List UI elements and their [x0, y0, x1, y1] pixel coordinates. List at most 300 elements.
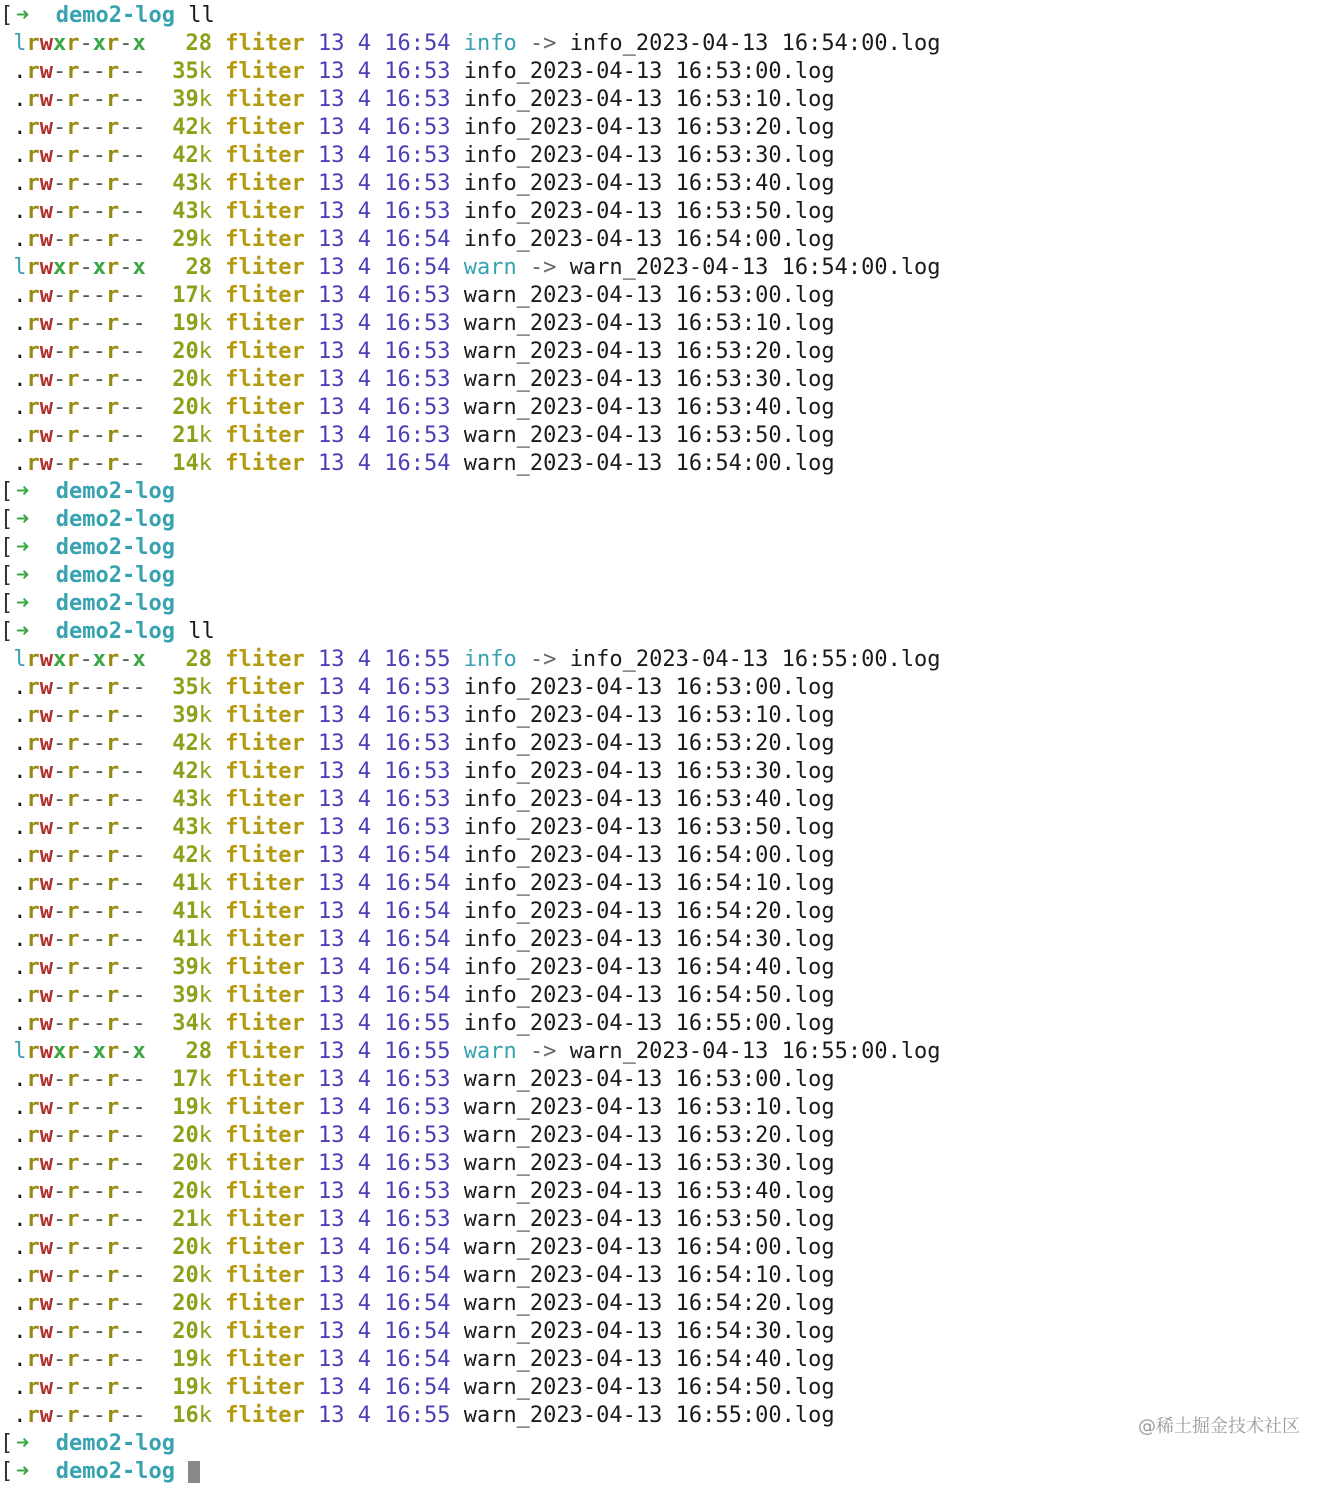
file-owner: fliter — [225, 983, 305, 1008]
file-size: 28 — [185, 647, 212, 672]
file-time: 16:53 — [384, 1151, 451, 1176]
file-time: 16:53 — [384, 283, 451, 308]
file-date: 13 4 — [317, 171, 371, 196]
file-date: 13 4 — [317, 1263, 371, 1288]
prompt-line — [0, 618, 1336, 646]
file-entry-row — [0, 422, 1336, 450]
file-name: info_2023-04-13 16:54:20.log — [463, 899, 835, 924]
file-size: 39 — [172, 983, 199, 1008]
permissions: .rw-r--r-- — [13, 1095, 146, 1120]
file-owner: fliter — [225, 1095, 305, 1120]
file-time: 16:53 — [384, 115, 451, 140]
file-date: 13 4 — [317, 1235, 371, 1260]
file-size-unit: k — [198, 311, 212, 336]
permissions: .rw-r--r-- — [13, 1347, 146, 1372]
file-name: warn_2023-04-13 16:53:50.log — [463, 423, 835, 448]
file-size: 20 — [172, 1235, 199, 1260]
file-name: info_2023-04-13 16:53:50.log — [463, 199, 835, 224]
permissions: .rw-r--r-- — [13, 1235, 146, 1260]
file-name: warn_2023-04-13 16:54:00.log — [463, 1235, 835, 1260]
file-owner: fliter — [225, 1067, 305, 1092]
file-name: info_2023-04-13 16:54:00.log — [463, 843, 835, 868]
file-name: warn_2023-04-13 16:54:40.log — [463, 1347, 835, 1372]
file-time: 16:53 — [384, 311, 451, 336]
file-time: 16:53 — [384, 339, 451, 364]
file-time: 16:54 — [384, 1235, 451, 1260]
file-entry-row — [0, 1262, 1336, 1290]
file-time: 16:55 — [384, 647, 451, 672]
permissions: .rw-r--r-- — [13, 731, 146, 756]
file-entry-row — [0, 1290, 1336, 1318]
prompt-arrow-icon: ➜ — [16, 563, 30, 588]
file-date: 13 4 — [317, 1347, 371, 1372]
file-date: 13 4 — [317, 1039, 371, 1064]
file-size: 28 — [185, 1039, 212, 1064]
file-size: 42 — [172, 115, 199, 140]
file-size: 39 — [172, 703, 199, 728]
file-time: 16:53 — [384, 1123, 451, 1148]
prompt-bracket: [ — [0, 591, 14, 616]
file-name: warn_2023-04-13 16:54:20.log — [463, 1291, 835, 1316]
file-time: 16:53 — [384, 759, 451, 784]
symlink-name: info — [463, 31, 517, 56]
file-name: warn_2023-04-13 16:54:30.log — [463, 1319, 835, 1344]
file-date: 13 4 — [317, 1403, 371, 1428]
file-size-unit: k — [198, 1403, 212, 1428]
file-time: 16:53 — [384, 787, 451, 812]
permissions: .rw-r--r-- — [13, 311, 146, 336]
file-entry-row — [0, 114, 1336, 142]
file-size: 14 — [172, 451, 199, 476]
file-size-unit: k — [198, 1067, 212, 1092]
permissions: .rw-r--r-- — [13, 703, 146, 728]
file-owner: fliter — [225, 955, 305, 980]
file-owner: fliter — [225, 647, 305, 672]
prompt-arrow-icon: ➜ — [16, 619, 30, 644]
file-time: 16:53 — [384, 1207, 451, 1232]
file-owner: fliter — [225, 1207, 305, 1232]
permissions: .rw-r--r-- — [13, 283, 146, 308]
file-time: 16:53 — [384, 703, 451, 728]
file-date: 13 4 — [317, 1319, 371, 1344]
permissions: lrwxr-xr-x — [13, 255, 146, 280]
file-owner: fliter — [225, 1123, 305, 1148]
file-owner: fliter — [225, 171, 305, 196]
file-date: 13 4 — [317, 283, 371, 308]
file-entry-row — [0, 1234, 1336, 1262]
file-time: 16:53 — [384, 423, 451, 448]
file-size: 41 — [172, 927, 199, 952]
file-size: 20 — [172, 1151, 199, 1176]
file-name: info_2023-04-13 16:55:00.log — [463, 1011, 835, 1036]
file-name: warn_2023-04-13 16:53:40.log — [463, 1179, 835, 1204]
file-owner: fliter — [225, 1347, 305, 1372]
file-owner: fliter — [225, 255, 305, 280]
symlink-arrow: -> — [529, 31, 557, 56]
permissions: .rw-r--r-- — [13, 675, 146, 700]
file-owner: fliter — [225, 367, 305, 392]
file-time: 16:54 — [384, 871, 451, 896]
file-owner: fliter — [225, 871, 305, 896]
file-owner: fliter — [225, 115, 305, 140]
file-date: 13 4 — [317, 87, 371, 112]
permissions: .rw-r--r-- — [13, 1375, 146, 1400]
file-time: 16:54 — [384, 1347, 451, 1372]
file-owner: fliter — [225, 199, 305, 224]
file-size: 20 — [172, 1263, 199, 1288]
file-date: 13 4 — [317, 1291, 371, 1316]
current-directory: demo2-log — [55, 563, 175, 588]
permissions: .rw-r--r-- — [13, 1263, 146, 1288]
permissions: lrwxr-xr-x — [13, 31, 146, 56]
file-name: info_2023-04-13 16:53:40.log — [463, 171, 835, 196]
prompt-line — [0, 534, 1336, 562]
file-owner: fliter — [225, 423, 305, 448]
file-name: warn_2023-04-13 16:53:50.log — [463, 1207, 835, 1232]
file-owner: fliter — [225, 31, 305, 56]
file-name: warn_2023-04-13 16:53:00.log — [463, 283, 835, 308]
file-size-unit: k — [198, 1263, 212, 1288]
prompt-arrow-icon: ➜ — [16, 479, 30, 504]
file-size-unit: k — [198, 1011, 212, 1036]
file-owner: fliter — [225, 787, 305, 812]
file-size: 43 — [172, 199, 199, 224]
file-entry-row — [0, 842, 1336, 870]
file-size: 43 — [172, 787, 199, 812]
file-entry-row — [0, 870, 1336, 898]
prompt-arrow-icon: ➜ — [16, 3, 30, 28]
terminal-output[interactable] — [0, 2, 1336, 1486]
prompt-arrow-icon: ➜ — [16, 1431, 30, 1456]
file-entry-row — [0, 814, 1336, 842]
file-size: 42 — [172, 731, 199, 756]
permissions: .rw-r--r-- — [13, 1179, 146, 1204]
file-entry-row — [0, 1150, 1336, 1178]
current-directory: demo2-log — [55, 591, 175, 616]
symlink-target: warn_2023-04-13 16:55:00.log — [569, 1039, 941, 1064]
file-size-unit: k — [198, 1123, 212, 1148]
file-entry-row — [0, 674, 1336, 702]
file-size-unit: k — [198, 1179, 212, 1204]
file-owner: fliter — [225, 339, 305, 364]
file-size-unit: k — [198, 227, 212, 252]
permissions: .rw-r--r-- — [13, 423, 146, 448]
prompt-line — [0, 1458, 1336, 1486]
file-size-unit: k — [198, 367, 212, 392]
file-date: 13 4 — [317, 1067, 371, 1092]
file-owner: fliter — [225, 1403, 305, 1428]
permissions: .rw-r--r-- — [13, 1151, 146, 1176]
file-date: 13 4 — [317, 339, 371, 364]
prompt-bracket: [ — [0, 563, 14, 588]
file-entry-row — [0, 1038, 1336, 1066]
current-directory: demo2-log — [55, 619, 175, 644]
file-time: 16:54 — [384, 1263, 451, 1288]
file-date: 13 4 — [317, 647, 371, 672]
file-size: 17 — [172, 1067, 199, 1092]
file-size-unit: k — [198, 59, 212, 84]
permissions: .rw-r--r-- — [13, 199, 146, 224]
file-name: warn_2023-04-13 16:54:00.log — [463, 451, 835, 476]
file-entry-row — [0, 282, 1336, 310]
permissions: .rw-r--r-- — [13, 1123, 146, 1148]
file-date: 13 4 — [317, 143, 371, 168]
file-time: 16:55 — [384, 1011, 451, 1036]
file-size: 41 — [172, 871, 199, 896]
file-owner: fliter — [225, 87, 305, 112]
file-name: info_2023-04-13 16:54:10.log — [463, 871, 835, 896]
permissions: .rw-r--r-- — [13, 955, 146, 980]
prompt-arrow-icon: ➜ — [16, 507, 30, 532]
file-entry-row — [0, 310, 1336, 338]
file-time: 16:54 — [384, 451, 451, 476]
file-date: 13 4 — [317, 199, 371, 224]
prompt-line — [0, 478, 1336, 506]
file-size: 20 — [172, 1123, 199, 1148]
file-owner: fliter — [225, 1319, 305, 1344]
file-name: warn_2023-04-13 16:54:10.log — [463, 1263, 835, 1288]
file-entry-row — [0, 1094, 1336, 1122]
file-name: warn_2023-04-13 16:54:50.log — [463, 1375, 835, 1400]
file-size-unit: k — [198, 983, 212, 1008]
prompt-line — [0, 562, 1336, 590]
file-size: 39 — [172, 87, 199, 112]
file-date: 13 4 — [317, 1207, 371, 1232]
file-entry-row — [0, 30, 1336, 58]
file-entry-row — [0, 758, 1336, 786]
file-entry-row — [0, 58, 1336, 86]
file-date: 13 4 — [317, 899, 371, 924]
file-size: 42 — [172, 143, 199, 168]
file-name: warn_2023-04-13 16:53:30.log — [463, 367, 835, 392]
file-size-unit: k — [198, 1207, 212, 1232]
symlink-arrow: -> — [529, 647, 557, 672]
file-size: 28 — [185, 31, 212, 56]
file-size: 42 — [172, 843, 199, 868]
permissions: .rw-r--r-- — [13, 59, 146, 84]
file-size-unit: k — [198, 143, 212, 168]
file-time: 16:54 — [384, 227, 451, 252]
prompt-line — [0, 506, 1336, 534]
file-size: 21 — [172, 1207, 199, 1232]
file-name: warn_2023-04-13 16:53:20.log — [463, 339, 835, 364]
file-size-unit: k — [198, 1319, 212, 1344]
file-name: warn_2023-04-13 16:53:00.log — [463, 1067, 835, 1092]
file-size: 43 — [172, 815, 199, 840]
permissions: .rw-r--r-- — [13, 339, 146, 364]
file-size-unit: k — [198, 1095, 212, 1120]
file-name: info_2023-04-13 16:54:40.log — [463, 955, 835, 980]
file-entry-row — [0, 1178, 1336, 1206]
file-name: info_2023-04-13 16:53:00.log — [463, 59, 835, 84]
file-size: 20 — [172, 1319, 199, 1344]
file-size-unit: k — [198, 87, 212, 112]
file-date: 13 4 — [317, 451, 371, 476]
file-name: info_2023-04-13 16:53:20.log — [463, 115, 835, 140]
current-directory: demo2-log — [55, 507, 175, 532]
prompt-bracket: [ — [0, 1431, 14, 1456]
permissions: .rw-r--r-- — [13, 1403, 146, 1428]
file-time: 16:54 — [384, 1375, 451, 1400]
file-time: 16:53 — [384, 1067, 451, 1092]
file-name: info_2023-04-13 16:53:40.log — [463, 787, 835, 812]
permissions: .rw-r--r-- — [13, 171, 146, 196]
file-size: 29 — [172, 227, 199, 252]
file-size: 28 — [185, 255, 212, 280]
file-name: warn_2023-04-13 16:55:00.log — [463, 1403, 835, 1428]
prompt-arrow-icon: ➜ — [16, 535, 30, 560]
file-size-unit: k — [198, 115, 212, 140]
permissions: .rw-r--r-- — [13, 899, 146, 924]
file-name: warn_2023-04-13 16:53:20.log — [463, 1123, 835, 1148]
file-entry-row — [0, 226, 1336, 254]
file-time: 16:53 — [384, 395, 451, 420]
file-size: 16 — [172, 1403, 199, 1428]
file-date: 13 4 — [317, 955, 371, 980]
file-time: 16:55 — [384, 1403, 451, 1428]
file-date: 13 4 — [317, 1011, 371, 1036]
file-time: 16:53 — [384, 143, 451, 168]
file-entry-row — [0, 86, 1336, 114]
file-size-unit: k — [198, 1151, 212, 1176]
file-time: 16:53 — [384, 675, 451, 700]
file-owner: fliter — [225, 283, 305, 308]
file-name: warn_2023-04-13 16:53:40.log — [463, 395, 835, 420]
file-entry-row — [0, 1010, 1336, 1038]
file-name: warn_2023-04-13 16:53:10.log — [463, 1095, 835, 1120]
file-size-unit: k — [198, 731, 212, 756]
file-name: info_2023-04-13 16:53:10.log — [463, 87, 835, 112]
permissions: .rw-r--r-- — [13, 1011, 146, 1036]
file-entry-row — [0, 1402, 1336, 1430]
file-date: 13 4 — [317, 59, 371, 84]
permissions: .rw-r--r-- — [13, 115, 146, 140]
symlink-name: warn — [463, 255, 517, 280]
file-entry-row — [0, 366, 1336, 394]
file-date: 13 4 — [317, 759, 371, 784]
file-owner: fliter — [225, 815, 305, 840]
file-size: 20 — [172, 339, 199, 364]
permissions: .rw-r--r-- — [13, 367, 146, 392]
file-owner: fliter — [225, 395, 305, 420]
permissions: .rw-r--r-- — [13, 1319, 146, 1344]
file-owner: fliter — [225, 1375, 305, 1400]
file-size: 19 — [172, 311, 199, 336]
file-entry-row — [0, 954, 1336, 982]
file-time: 16:54 — [384, 31, 451, 56]
file-owner: fliter — [225, 59, 305, 84]
file-time: 16:53 — [384, 1179, 451, 1204]
file-owner: fliter — [225, 1263, 305, 1288]
permissions: .rw-r--r-- — [13, 395, 146, 420]
file-size-unit: k — [198, 395, 212, 420]
file-date: 13 4 — [317, 115, 371, 140]
symlink-target: info_2023-04-13 16:54:00.log — [569, 31, 941, 56]
file-date: 13 4 — [317, 815, 371, 840]
symlink-arrow: -> — [529, 1039, 557, 1064]
file-time: 16:54 — [384, 927, 451, 952]
file-time: 16:53 — [384, 815, 451, 840]
file-owner: fliter — [225, 843, 305, 868]
file-time: 16:53 — [384, 59, 451, 84]
prompt-bracket: [ — [0, 479, 14, 504]
file-name: info_2023-04-13 16:53:50.log — [463, 815, 835, 840]
permissions: .rw-r--r-- — [13, 1067, 146, 1092]
file-time: 16:55 — [384, 1039, 451, 1064]
file-size: 39 — [172, 955, 199, 980]
file-entry-row — [0, 730, 1336, 758]
file-owner: fliter — [225, 1179, 305, 1204]
file-date: 13 4 — [317, 1095, 371, 1120]
permissions: .rw-r--r-- — [13, 451, 146, 476]
permissions: lrwxr-xr-x — [13, 647, 146, 672]
file-size: 19 — [172, 1375, 199, 1400]
file-size-unit: k — [198, 759, 212, 784]
prompt-arrow-icon: ➜ — [16, 591, 30, 616]
file-entry-row — [0, 394, 1336, 422]
permissions: .rw-r--r-- — [13, 1207, 146, 1232]
permissions: .rw-r--r-- — [13, 87, 146, 112]
file-name: info_2023-04-13 16:53:30.log — [463, 759, 835, 784]
permissions: .rw-r--r-- — [13, 143, 146, 168]
command-text: ll — [188, 3, 215, 28]
file-entry-row — [0, 1206, 1336, 1234]
file-name: info_2023-04-13 16:53:30.log — [463, 143, 835, 168]
file-size-unit: k — [198, 787, 212, 812]
permissions: .rw-r--r-- — [13, 759, 146, 784]
prompt-bracket: [ — [0, 535, 14, 560]
file-entry-row — [0, 786, 1336, 814]
prompt-line — [0, 1430, 1336, 1458]
file-date: 13 4 — [317, 1375, 371, 1400]
file-time: 16:53 — [384, 1095, 451, 1120]
file-entry-row — [0, 170, 1336, 198]
current-directory: demo2-log — [55, 535, 175, 560]
file-size-unit: k — [198, 927, 212, 952]
file-size: 35 — [172, 59, 199, 84]
file-size: 19 — [172, 1095, 199, 1120]
file-name: info_2023-04-13 16:54:00.log — [463, 227, 835, 252]
prompt-bracket: [ — [0, 507, 14, 532]
file-owner: fliter — [225, 1151, 305, 1176]
file-size: 35 — [172, 675, 199, 700]
file-owner: fliter — [225, 1011, 305, 1036]
file-owner: fliter — [225, 227, 305, 252]
file-owner: fliter — [225, 311, 305, 336]
file-size-unit: k — [198, 199, 212, 224]
file-date: 13 4 — [317, 703, 371, 728]
file-owner: fliter — [225, 899, 305, 924]
file-entry-row — [0, 198, 1336, 226]
current-directory: demo2-log — [55, 1431, 175, 1456]
file-entry-row — [0, 450, 1336, 478]
file-date: 13 4 — [317, 311, 371, 336]
file-size-unit: k — [198, 283, 212, 308]
file-size: 20 — [172, 1179, 199, 1204]
permissions: .rw-r--r-- — [13, 843, 146, 868]
file-size-unit: k — [198, 451, 212, 476]
text-cursor[interactable] — [188, 1461, 200, 1483]
prompt-bracket: [ — [0, 1459, 14, 1484]
file-entry-row — [0, 1318, 1336, 1346]
file-time: 16:54 — [384, 955, 451, 980]
file-date: 13 4 — [317, 423, 371, 448]
file-name: info_2023-04-13 16:53:20.log — [463, 731, 835, 756]
file-size: 43 — [172, 171, 199, 196]
file-time: 16:54 — [384, 255, 451, 280]
file-name: info_2023-04-13 16:54:50.log — [463, 983, 835, 1008]
file-size: 20 — [172, 395, 199, 420]
